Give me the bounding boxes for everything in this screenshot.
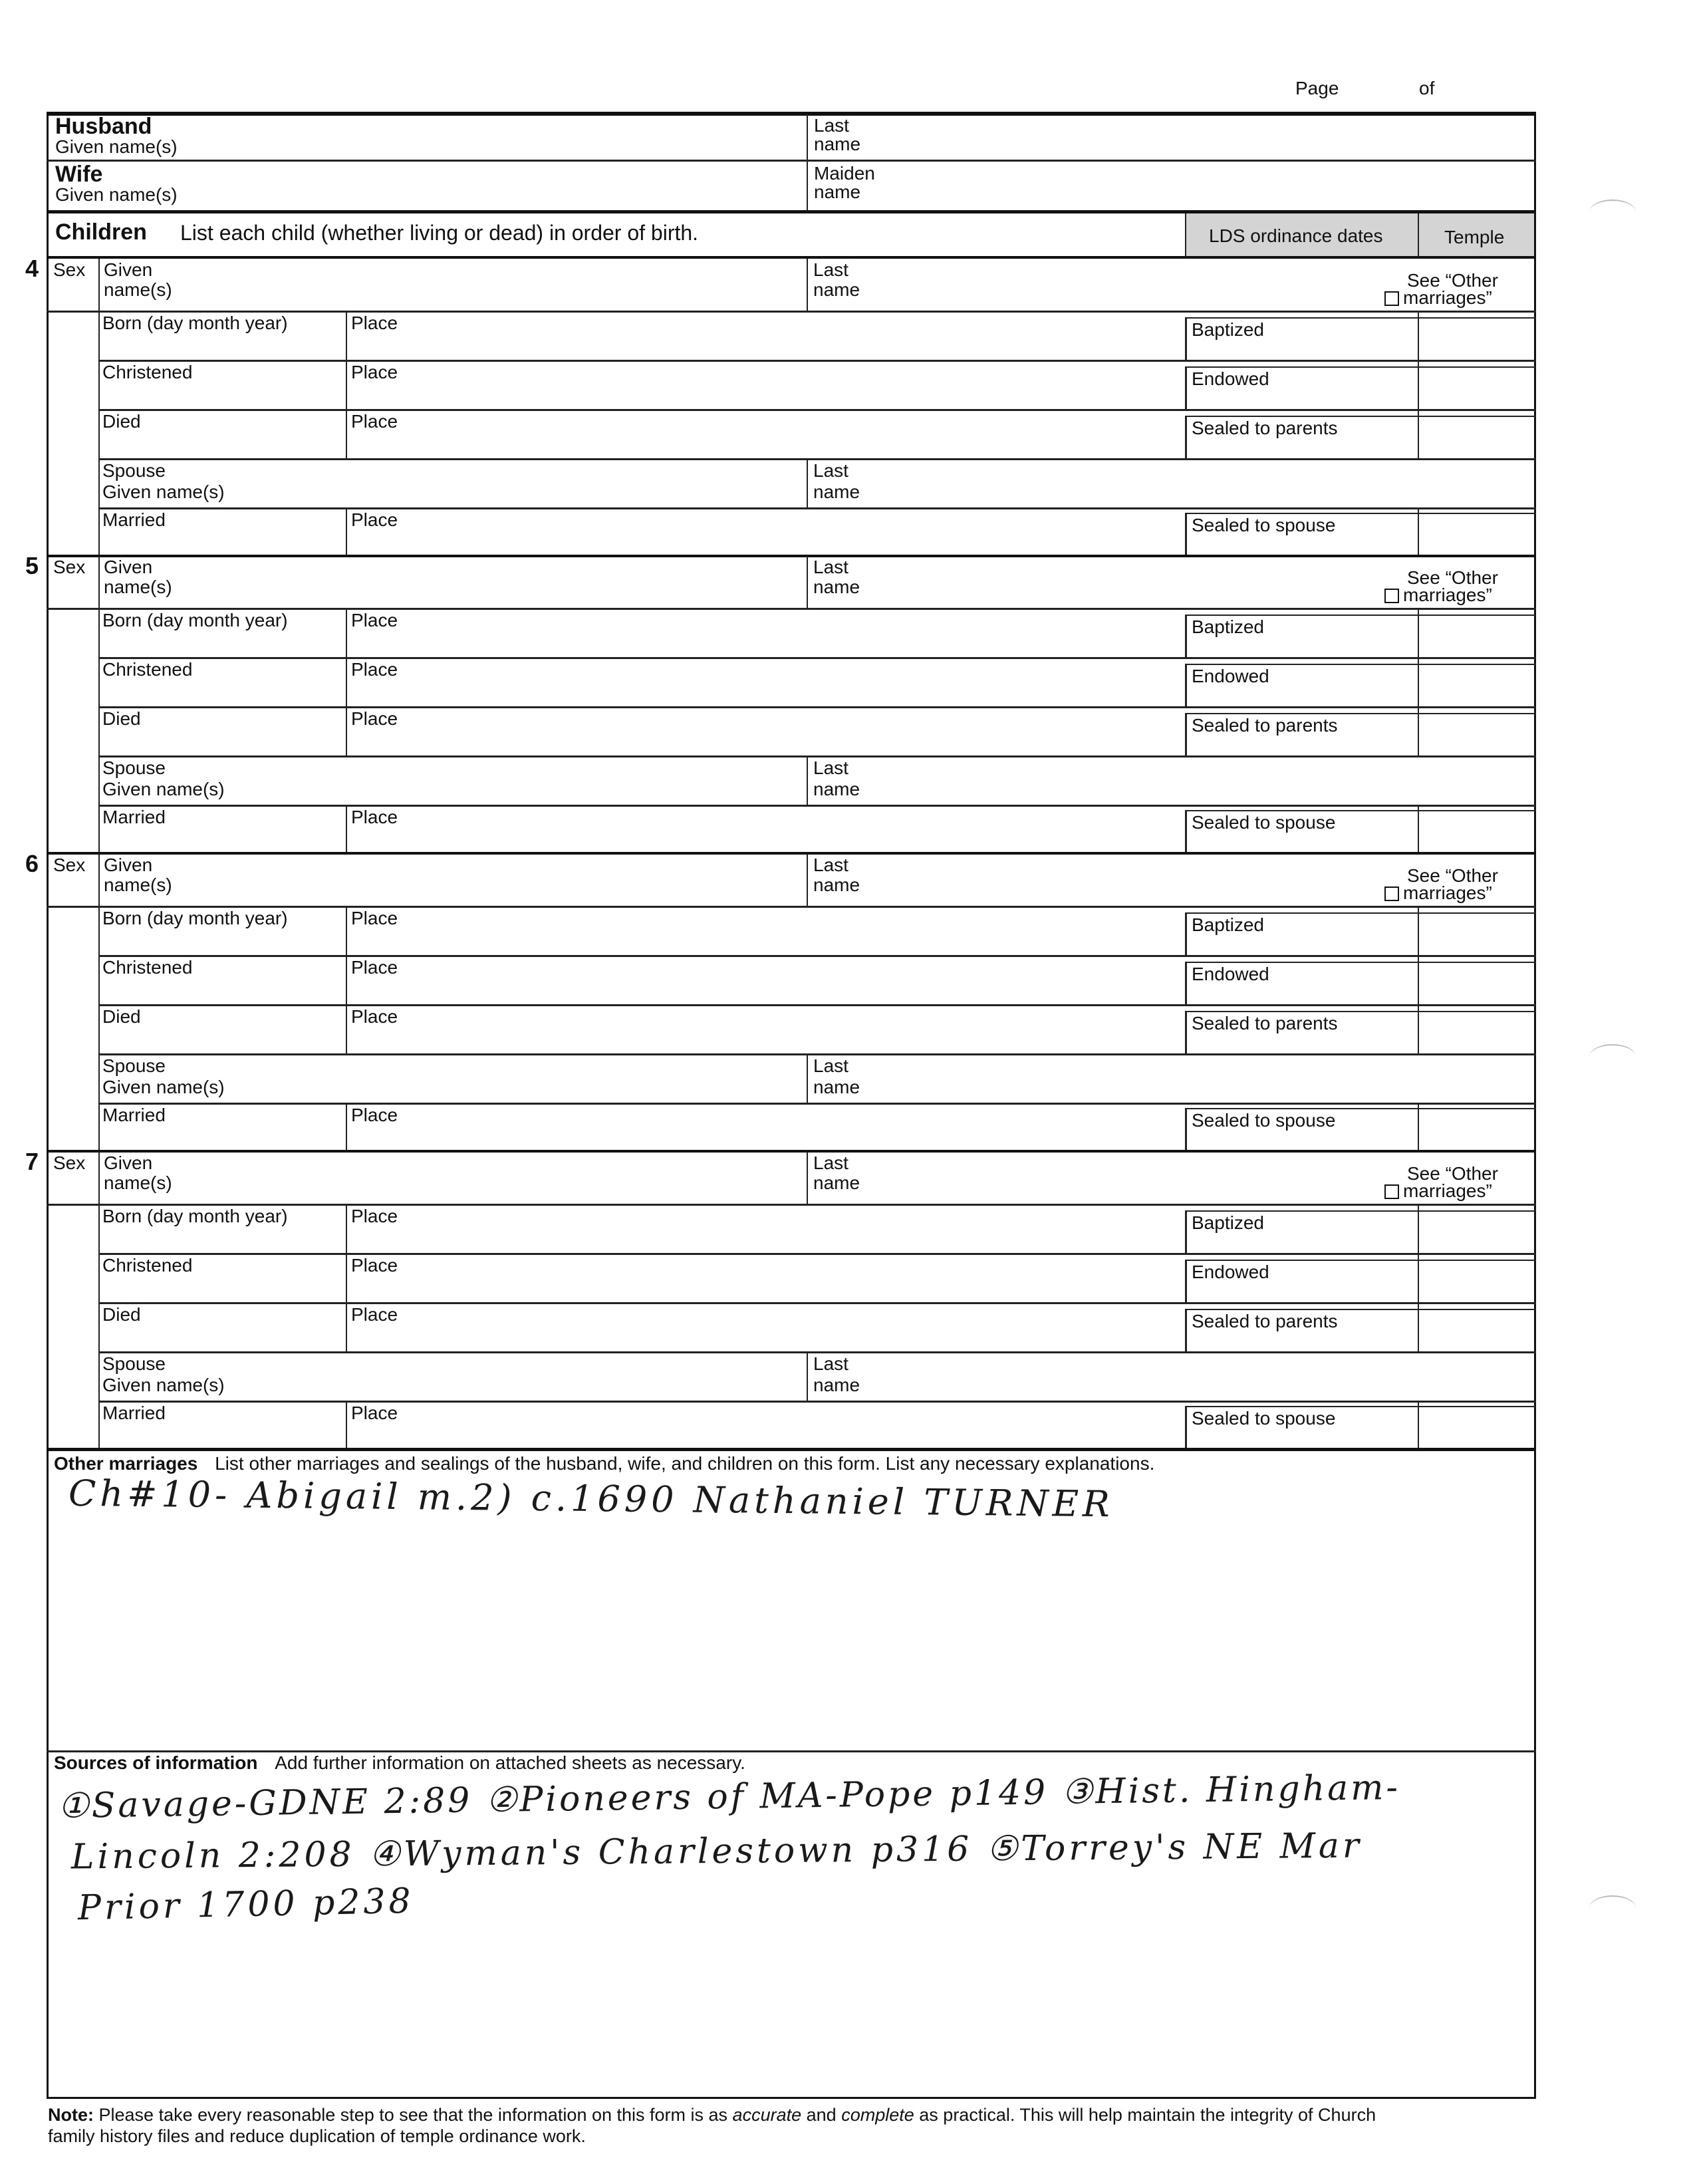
- spouse-last-name-field[interactable]: [808, 1353, 1536, 1401]
- child-given-name-field[interactable]: [100, 1152, 807, 1204]
- sources-title: Sources of information: [54, 1752, 258, 1773]
- see-other-marriages-label: See “Other: [1407, 1163, 1498, 1184]
- see-other-marriages-checkbox[interactable]: [1384, 585, 1492, 605]
- sealed-to-spouse-temple-field[interactable]: [1419, 1402, 1536, 1448]
- married-place-field[interactable]: [347, 1402, 1185, 1448]
- of-label: of: [1419, 78, 1435, 98]
- child-number: 4: [25, 255, 39, 282]
- spouse-given-name-label: Given name(s): [102, 1375, 225, 1395]
- place-label: Place: [351, 908, 398, 928]
- see-other-marriages-checkbox[interactable]: [1384, 883, 1492, 903]
- wife-maiden-label-2: name: [814, 182, 861, 202]
- spouse-label: Spouse: [102, 460, 166, 481]
- place-label: Place: [351, 1403, 398, 1423]
- wife-maiden-field[interactable]: [809, 162, 1533, 210]
- sealed-to-parents-label: Sealed to parents: [1192, 1013, 1338, 1033]
- husband-given-field[interactable]: [49, 114, 807, 158]
- died-label: Died: [102, 1006, 141, 1027]
- husband-title: Husband: [55, 114, 152, 139]
- given-label-2: name(s): [104, 1172, 172, 1193]
- died-label: Died: [102, 1304, 141, 1325]
- endowed-temple-field[interactable]: [1419, 658, 1536, 706]
- wife-title: Wife: [55, 162, 103, 187]
- sealed-to-spouse-label: Sealed to spouse: [1192, 812, 1336, 833]
- note-text-3: family history files and reduce duplication of temple ordinance work.: [48, 2126, 586, 2146]
- born-place-field[interactable]: [347, 609, 1185, 657]
- see-other-marriages-label: See “Other: [1407, 270, 1498, 291]
- spouse-label: Spouse: [102, 757, 166, 778]
- sealed-to-parents-temple-field[interactable]: [1419, 708, 1536, 755]
- place-label: Place: [351, 1006, 398, 1027]
- sex-label: Sex: [53, 855, 86, 875]
- sealed-to-parents-temple-field[interactable]: [1419, 1303, 1536, 1351]
- married-label: Married: [102, 807, 166, 827]
- given-label: Given: [104, 1153, 153, 1173]
- spouse-given-name-label: Given name(s): [102, 1077, 225, 1097]
- place-label: Place: [351, 1255, 398, 1276]
- spouse-last-label-2: name: [813, 481, 860, 502]
- spouse-last-name-field[interactable]: [808, 757, 1536, 805]
- place-label: Place: [351, 957, 398, 978]
- last-label: Last: [813, 259, 848, 280]
- married-label: Married: [102, 1105, 166, 1125]
- page-label: Page: [1295, 78, 1339, 98]
- endowed-label: Endowed: [1192, 666, 1269, 686]
- died-place-field[interactable]: [347, 1303, 1185, 1351]
- place-label: Place: [351, 313, 398, 333]
- sealed-to-parents-label: Sealed to parents: [1192, 418, 1338, 438]
- place-label: Place: [351, 1304, 398, 1325]
- note-complete: complete: [841, 2105, 914, 2125]
- christened-label: Christened: [102, 1255, 193, 1276]
- baptized-label: Baptized: [1192, 616, 1264, 637]
- other-marriages-handwritten: Ch#10- Abigail m.2) c.1690 Nathaniel TURNER: [68, 1472, 1114, 1526]
- place-label: Place: [351, 411, 398, 432]
- sealed-to-spouse-temple-field[interactable]: [1419, 509, 1536, 555]
- sources-handwritten-line-1: ①Savage-GDNE 2:89 ②Pioneers of MA-Pope p149 ③Hist. Hingham-: [57, 1767, 1401, 1827]
- sealed-to-parents-label: Sealed to parents: [1192, 1311, 1338, 1331]
- spouse-label: Spouse: [102, 1055, 166, 1076]
- last-label: Last: [813, 855, 848, 875]
- given-label-2: name(s): [104, 875, 172, 895]
- spouse-label: Spouse: [102, 1353, 166, 1374]
- baptized-temple-field[interactable]: [1419, 609, 1536, 657]
- born-label: Born (day month year): [102, 1206, 288, 1226]
- other-marriages-section[interactable]: [49, 1451, 1534, 1750]
- sealed-to-spouse-temple-field[interactable]: [1419, 806, 1536, 853]
- born-label: Born (day month year): [102, 908, 288, 928]
- baptized-temple-field[interactable]: [1419, 1205, 1536, 1253]
- place-label: Place: [351, 1206, 398, 1226]
- baptized-temple-field[interactable]: [1419, 907, 1536, 955]
- note-text-1: Please take every reasonable step to see that the information on this form is as: [98, 2105, 728, 2125]
- note-section: [48, 2104, 1537, 2147]
- christened-label: Christened: [102, 362, 193, 382]
- christened-place-field[interactable]: [347, 361, 1185, 409]
- last-label-2: name: [813, 279, 860, 300]
- married-place-field[interactable]: [347, 509, 1185, 555]
- baptized-label: Baptized: [1192, 914, 1264, 935]
- spouse-given-name-label: Given name(s): [102, 481, 225, 502]
- given-label: Given: [104, 855, 153, 875]
- spouse-last-name-field[interactable]: [808, 1055, 1536, 1103]
- spouse-last-label: Last: [813, 757, 848, 778]
- checkbox-square-icon: [1384, 291, 1399, 306]
- see-other-marriages-label-2: marriages”: [1403, 1180, 1492, 1201]
- place-label: Place: [351, 1105, 398, 1125]
- checkbox-square-icon: [1384, 1184, 1399, 1199]
- punch-hole-top: [1589, 200, 1636, 225]
- born-place-field[interactable]: [347, 1205, 1185, 1253]
- baptized-temple-field[interactable]: [1419, 312, 1536, 360]
- christened-label: Christened: [102, 659, 193, 680]
- spouse-last-label-2: name: [813, 779, 860, 799]
- place-label: Place: [351, 807, 398, 827]
- born-label: Born (day month year): [102, 313, 288, 333]
- child-given-name-field[interactable]: [100, 556, 807, 608]
- note-label: Note:: [48, 2105, 94, 2125]
- see-other-marriages-checkbox[interactable]: [1384, 288, 1492, 308]
- child-number: 6: [25, 850, 39, 877]
- endowed-temple-field[interactable]: [1419, 361, 1536, 409]
- husband-last-label-2: name: [814, 134, 861, 154]
- endowed-temple-field[interactable]: [1419, 1254, 1536, 1302]
- christened-label: Christened: [102, 957, 193, 978]
- other-marriages-title: Other marriages: [54, 1453, 198, 1474]
- see-other-marriages-label: See “Other: [1407, 567, 1498, 588]
- given-label-2: name(s): [104, 577, 172, 597]
- punch-hole-middle: [1589, 1044, 1636, 1069]
- sex-label: Sex: [53, 259, 86, 280]
- married-label: Married: [102, 1403, 166, 1423]
- place-label: Place: [351, 659, 398, 680]
- wife-given-field[interactable]: [49, 162, 807, 210]
- husband-given-label: Given name(s): [55, 136, 178, 157]
- given-label: Given: [104, 259, 153, 280]
- sealed-to-spouse-label: Sealed to spouse: [1192, 1110, 1336, 1131]
- last-label: Last: [813, 1153, 848, 1173]
- checkbox-square-icon: [1384, 589, 1399, 603]
- husband-last-label-1: Last: [814, 115, 849, 136]
- children-instruction: List each child (whether living or dead) in order of birth.: [180, 221, 699, 245]
- note-and: and: [806, 2105, 837, 2125]
- christened-place-field[interactable]: [347, 658, 1185, 706]
- sources-handwritten-line-2: Lincoln 2:208 ④Wyman's Charlestown p316 ⑤Torrey's NE Mar: [70, 1826, 1363, 1877]
- sex-label: Sex: [53, 557, 86, 577]
- last-label: Last: [813, 557, 848, 577]
- christened-place-field[interactable]: [347, 956, 1185, 1004]
- spouse-given-name-label: Given name(s): [102, 779, 225, 799]
- sealed-to-spouse-label: Sealed to spouse: [1192, 515, 1336, 535]
- sources-section[interactable]: [49, 1753, 1534, 2096]
- last-label-2: name: [813, 1172, 860, 1193]
- temple-label: Temple: [1444, 227, 1505, 247]
- sources-instruction: Add further information on attached sheets as necessary.: [275, 1752, 745, 1773]
- born-label: Born (day month year): [102, 610, 288, 630]
- endowed-label: Endowed: [1192, 368, 1269, 389]
- lds-ordinance-dates-label: LDS ordinance dates: [1209, 225, 1383, 246]
- sources-handwritten-line-3: Prior 1700 p238: [77, 1881, 415, 1929]
- spouse-last-label: Last: [813, 460, 848, 481]
- see-other-marriages-label-2: marriages”: [1403, 585, 1492, 605]
- sealed-to-parents-label: Sealed to parents: [1192, 715, 1338, 736]
- sealed-to-parents-temple-field[interactable]: [1419, 410, 1536, 458]
- punch-hole-bottom: [1589, 1895, 1636, 1921]
- died-place-field[interactable]: [347, 708, 1185, 755]
- checkbox-square-icon: [1384, 887, 1399, 901]
- child-given-name-field[interactable]: [100, 259, 807, 311]
- given-label: Given: [104, 557, 153, 577]
- spouse-last-label-2: name: [813, 1077, 860, 1097]
- endowed-label: Endowed: [1192, 964, 1269, 984]
- see-other-marriages-label-2: marriages”: [1403, 287, 1492, 308]
- given-label-2: name(s): [104, 279, 172, 300]
- last-label-2: name: [813, 875, 860, 895]
- last-label-2: name: [813, 577, 860, 597]
- baptized-label: Baptized: [1192, 319, 1264, 340]
- endowed-label: Endowed: [1192, 1262, 1269, 1282]
- sealed-to-spouse-label: Sealed to spouse: [1192, 1408, 1336, 1429]
- place-label: Place: [351, 509, 398, 530]
- died-place-field[interactable]: [347, 1006, 1185, 1053]
- place-label: Place: [351, 708, 398, 729]
- sex-label: Sex: [53, 1153, 86, 1173]
- see-other-marriages-label-2: marriages”: [1403, 883, 1492, 903]
- married-place-field[interactable]: [347, 1104, 1185, 1151]
- died-label: Died: [102, 411, 141, 432]
- sealed-to-parents-temple-field[interactable]: [1419, 1006, 1536, 1053]
- see-other-marriages-label: See “Other: [1407, 865, 1498, 886]
- born-place-field[interactable]: [347, 907, 1185, 955]
- christened-place-field[interactable]: [347, 1254, 1185, 1302]
- wife-maiden-label-1: Maiden: [814, 163, 875, 184]
- born-place-field[interactable]: [347, 312, 1185, 360]
- children-title: Children: [55, 219, 147, 245]
- place-label: Place: [351, 362, 398, 382]
- place-label: Place: [351, 610, 398, 630]
- other-marriages-instruction: List other marriages and sealings of the husband, wife, and children on this form. List any necessary explanations.: [215, 1453, 1155, 1474]
- child-given-name-field[interactable]: [100, 854, 807, 906]
- married-label: Married: [102, 509, 166, 530]
- spouse-last-label: Last: [813, 1055, 848, 1076]
- child-number: 7: [25, 1148, 39, 1175]
- spouse-last-label: Last: [813, 1353, 848, 1374]
- died-place-field[interactable]: [347, 410, 1185, 458]
- husband-last-field[interactable]: [809, 114, 1533, 158]
- spouse-last-name-field[interactable]: [808, 460, 1536, 507]
- sealed-to-spouse-temple-field[interactable]: [1419, 1104, 1536, 1151]
- child-number: 5: [25, 552, 39, 579]
- wife-given-label: Given name(s): [55, 184, 178, 205]
- spouse-last-label-2: name: [813, 1375, 860, 1395]
- baptized-label: Baptized: [1192, 1212, 1264, 1233]
- endowed-temple-field[interactable]: [1419, 956, 1536, 1004]
- died-label: Died: [102, 708, 141, 729]
- married-place-field[interactable]: [347, 806, 1185, 853]
- note-text-2: as practical. This will help maintain the integrity of Church: [919, 2105, 1376, 2125]
- note-accurate: accurate: [732, 2105, 802, 2125]
- see-other-marriages-checkbox[interactable]: [1384, 1181, 1492, 1201]
